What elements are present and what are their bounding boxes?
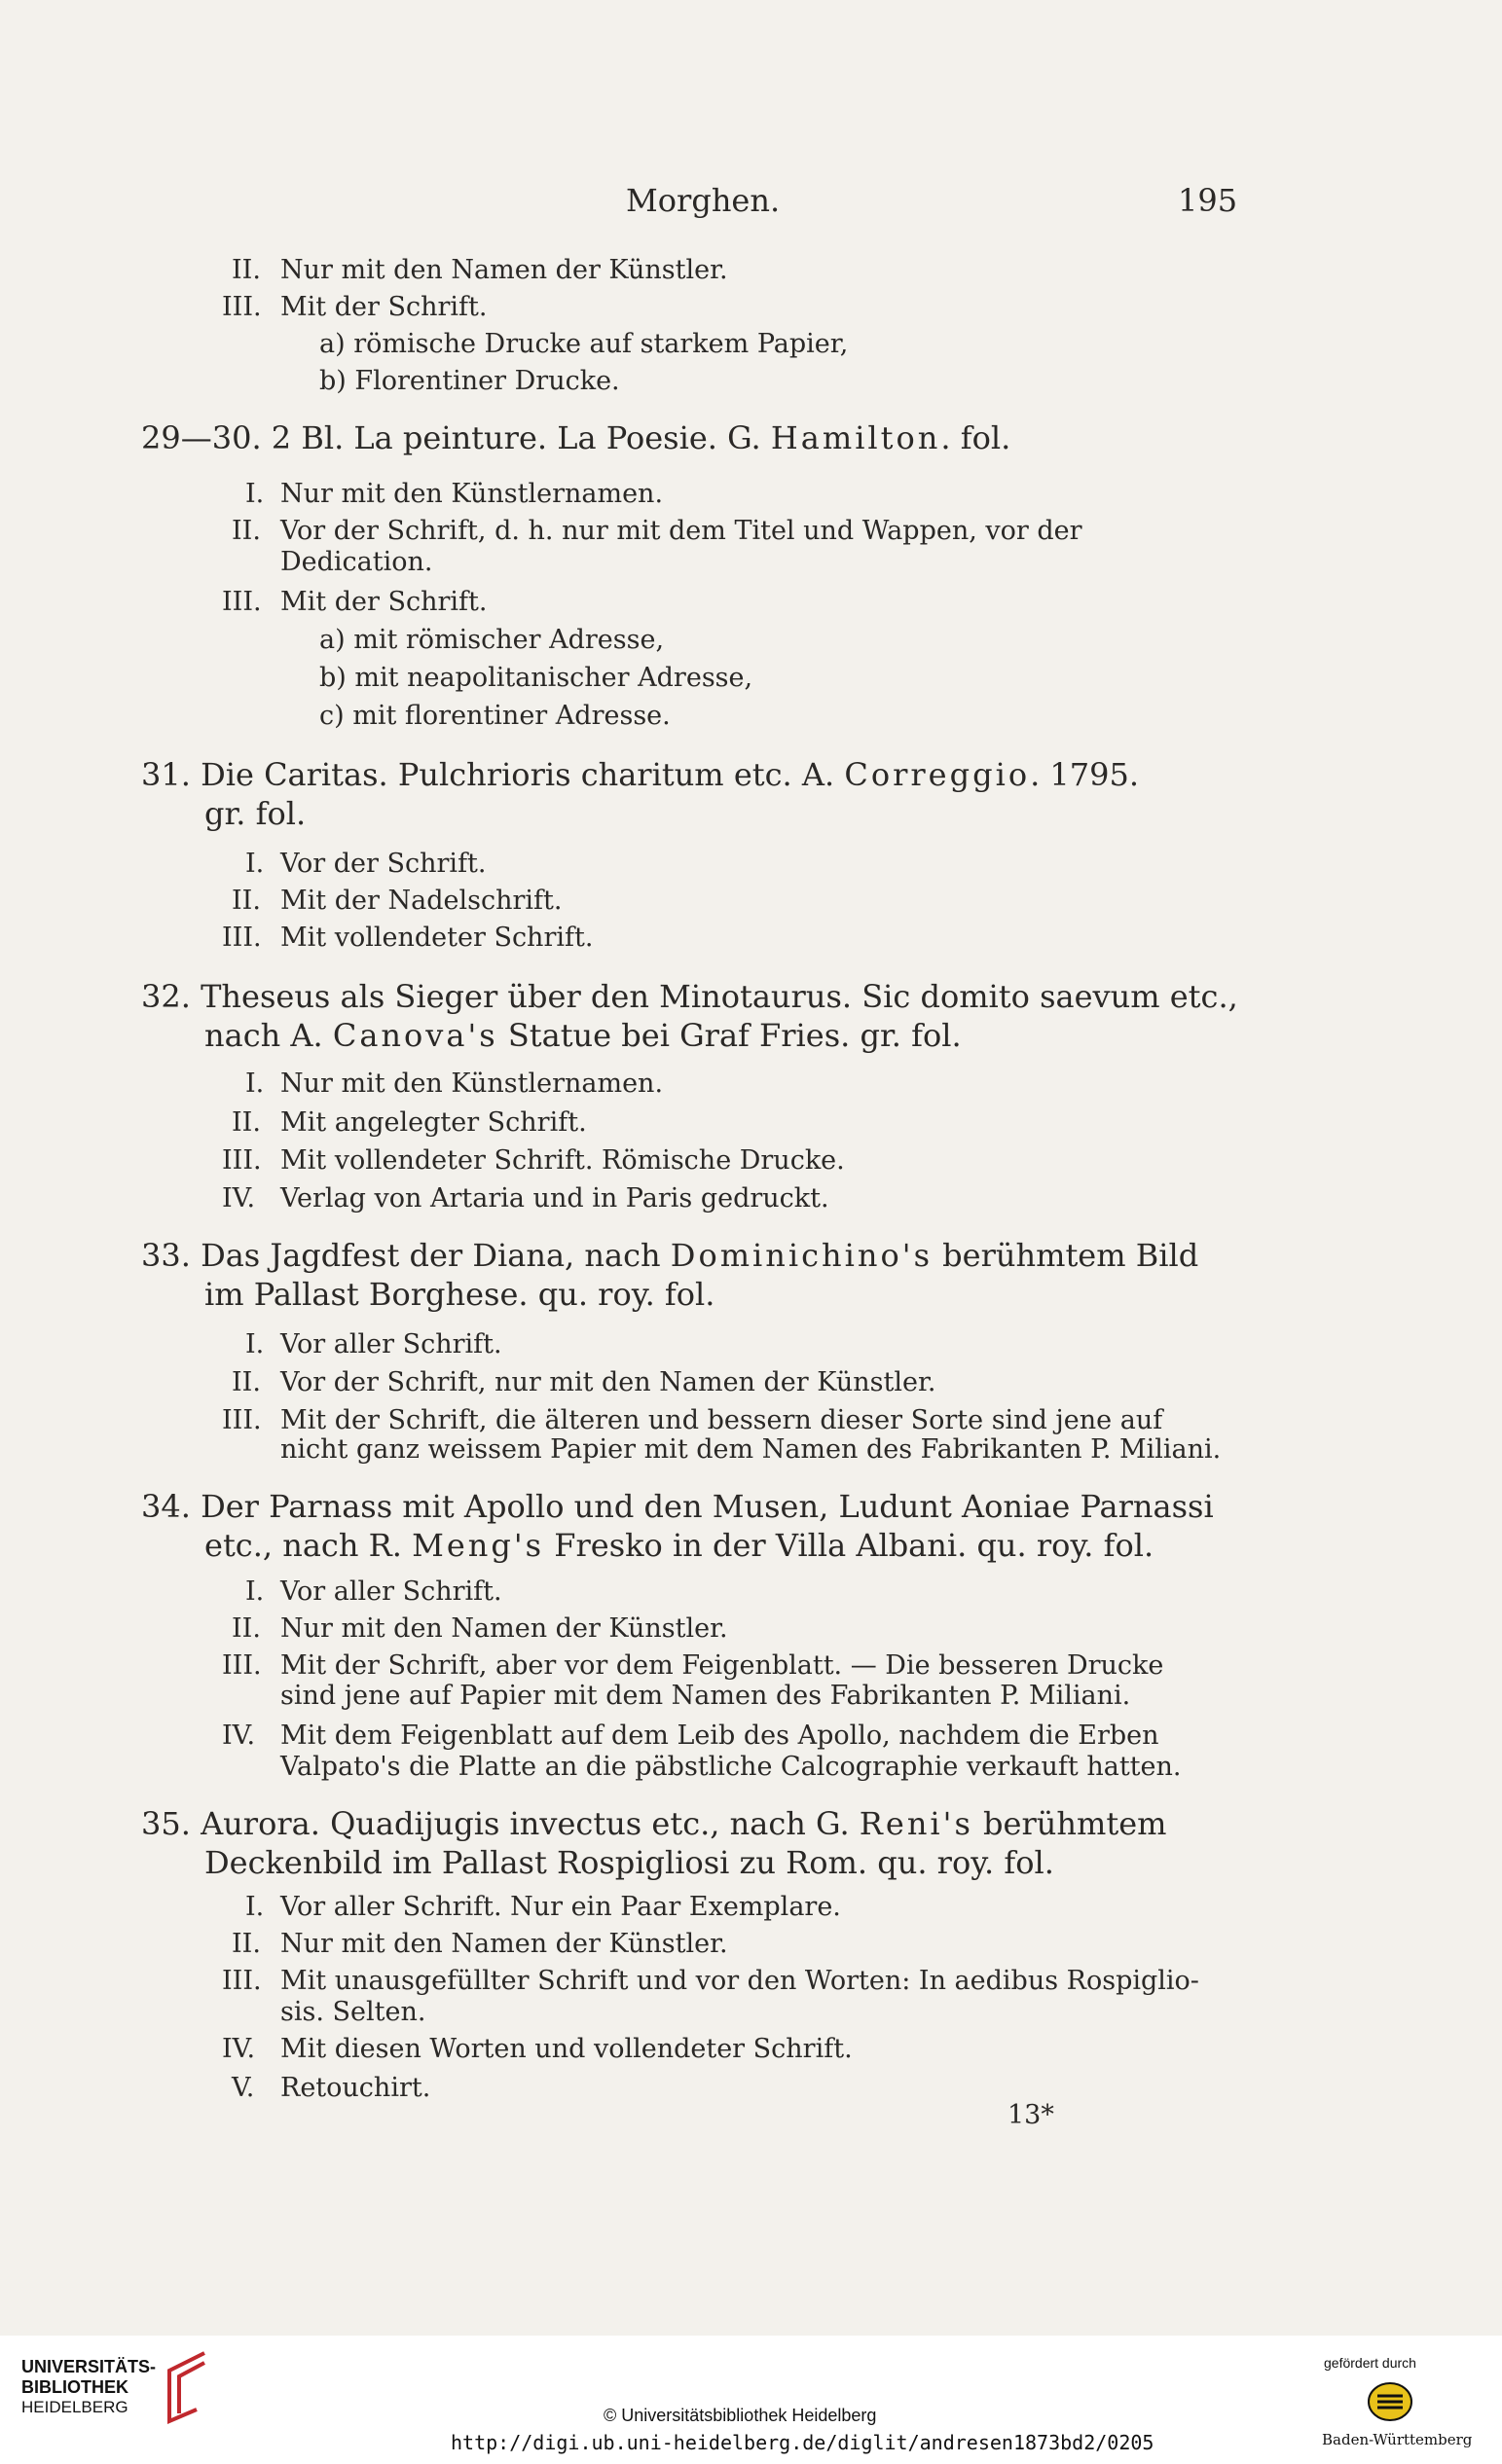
state-continuation: Dedication. xyxy=(280,547,433,577)
state-continuation: nicht ganz weissem Papier mit dem Namen des Fabrikanten P. Miliani. xyxy=(280,1434,1222,1465)
state-text: Vor aller Schrift. Nur ein Paar Exemplare. xyxy=(280,1892,841,1922)
state-text: Mit diesen Worten und vollendeter Schrift. xyxy=(280,2034,853,2064)
state-number: V. xyxy=(232,2073,255,2103)
state-text: Nur mit den Namen der Künstler. xyxy=(280,1929,728,1959)
state-text: Verlag von Artaria und in Paris gedruckt. xyxy=(280,1183,829,1214)
state-text: Nur mit den Namen der Künstler. xyxy=(280,255,728,285)
state-number: II. xyxy=(232,1929,261,1959)
entry-heading-continuation: etc., nach R. Meng's Fresko in der Villa Albani. qu. roy. fol. xyxy=(204,1527,1154,1564)
state-text: Mit der Schrift, die älteren und bessern dieser Sorte sind jene auf xyxy=(280,1405,1163,1435)
state-continuation: sind jene auf Papier mit dem Namen des Fabrikanten P. Miliani. xyxy=(280,1681,1131,1711)
state-text: Vor der Schrift, nur mit den Namen der Künstler. xyxy=(280,1367,936,1397)
state-text: Mit dem Feigenblatt auf dem Leib des Apollo, nachdem die Erben xyxy=(280,1721,1159,1751)
state-text: Retouchirt. xyxy=(280,2073,431,2103)
copyright-text: © Universitätsbibliothek Heidelberg xyxy=(604,2406,877,2425)
state-name: Baden-Württemberg xyxy=(1322,2431,1473,2448)
state-number: II. xyxy=(232,255,261,285)
state-text: Mit angelegter Schrift. xyxy=(280,1107,587,1138)
state-number: I. xyxy=(245,849,265,879)
state-number: III. xyxy=(222,1966,262,1996)
entry-heading-continuation: nach A. Canova's Statue bei Graf Fries. gr. fol. xyxy=(204,1017,962,1054)
state-number: IV. xyxy=(222,1183,256,1214)
state-text: Nur mit den Künstlernamen. xyxy=(280,479,664,509)
library-name-line2: BIBLIOTHEK xyxy=(21,2377,128,2397)
state-continuation: Valpato's die Platte an die päbstliche Calcographie verkauft hatten. xyxy=(280,1752,1182,1782)
state-subline: c) mit florentiner Adresse. xyxy=(319,701,671,731)
entry-heading-continuation: gr. fol. xyxy=(204,795,307,832)
state-subline: b) mit neapolitanischer Adresse, xyxy=(319,663,753,693)
entry-heading: 32. Theseus als Sieger über den Minotaurus. Sic domito saevum etc., xyxy=(141,978,1238,1015)
state-subline: b) Florentiner Drucke. xyxy=(319,366,620,396)
state-number: I. xyxy=(245,1892,265,1922)
state-text: Mit der Schrift. xyxy=(280,292,488,322)
entry-heading: 35. Aurora. Quadijugis invectus etc., nach G. Reni's berühmtem xyxy=(141,1805,1167,1842)
state-text: Mit der Nadelschrift. xyxy=(280,886,563,916)
state-number: III. xyxy=(222,292,262,322)
state-text: Vor aller Schrift. xyxy=(280,1329,502,1359)
state-text: Nur mit den Namen der Künstler. xyxy=(280,1613,728,1644)
state-number: III. xyxy=(222,587,262,617)
state-text: Mit unausgefüllter Schrift und vor den Worten: In aedibus Rospiglio- xyxy=(280,1966,1199,1996)
state-number: IV. xyxy=(222,1721,256,1751)
state-subline: a) mit römischer Adresse, xyxy=(319,625,665,655)
state-text: Mit der Schrift, aber vor dem Feigenblatt. — Die besseren Drucke xyxy=(280,1650,1164,1681)
sheet-signature: 13* xyxy=(1007,2100,1054,2130)
state-number: III. xyxy=(222,1405,262,1435)
entry-heading: 31. Die Caritas. Pulchrioris charitum etc. A. Correggio. 1795. xyxy=(141,756,1140,793)
state-continuation: sis. Selten. xyxy=(280,1997,426,2027)
state-text: Nur mit den Künstlernamen. xyxy=(280,1069,664,1099)
state-number: III. xyxy=(222,1650,262,1681)
state-number: II. xyxy=(232,1107,261,1138)
library-name-line3: HEIDELBERG xyxy=(21,2398,128,2416)
entry-heading: 29—30. 2 Bl. La peinture. La Poesie. G. Hamilton. fol. xyxy=(141,419,1011,456)
state-number: III. xyxy=(222,1145,262,1176)
state-text: Mit der Schrift. xyxy=(280,587,488,617)
entry-heading-continuation: im Pallast Borghese. qu. roy. fol. xyxy=(204,1276,715,1313)
state-number: I. xyxy=(245,1329,265,1359)
library-logo-icon xyxy=(156,2349,210,2427)
state-text: Mit vollendeter Schrift. xyxy=(280,923,594,953)
permalink-url[interactable]: http://digi.ub.uni-heidelberg.de/diglit/andresen1873bd2/0205 xyxy=(451,2431,1154,2454)
state-number: II. xyxy=(232,1613,261,1644)
state-text: Vor der Schrift. xyxy=(280,849,487,879)
state-number: II. xyxy=(232,886,261,916)
state-coat-of-arms-icon xyxy=(1366,2380,1414,2423)
library-name-line1: UNIVERSITÄTS- xyxy=(21,2357,157,2376)
entry-heading-continuation: Deckenbild im Pallast Rospigliosi zu Rom. qu. roy. fol. xyxy=(204,1844,1054,1881)
state-number: II. xyxy=(232,1367,261,1397)
state-text: Vor der Schrift, d. h. nur mit dem Titel und Wappen, vor der xyxy=(280,516,1082,546)
state-number: IV. xyxy=(222,2034,256,2064)
state-number: II. xyxy=(232,516,261,546)
running-head-title: Morghen. xyxy=(626,182,781,219)
state-number: I. xyxy=(245,479,265,509)
page-number: 195 xyxy=(1178,182,1238,219)
state-number: I. xyxy=(245,1576,265,1607)
state-number: III. xyxy=(222,923,262,953)
state-text: Vor aller Schrift. xyxy=(280,1576,502,1607)
entry-heading: 34. Der Parnass mit Apollo und den Musen, Ludunt Aoniae Parnassi xyxy=(141,1488,1214,1525)
entry-heading: 33. Das Jagdfest der Diana, nach Dominichino's berühmtem Bild xyxy=(141,1237,1199,1274)
state-text: Mit vollendeter Schrift. Römische Drucke. xyxy=(280,1145,845,1176)
footer xyxy=(0,2336,1502,2464)
funding-text: gefördert durch xyxy=(1324,2355,1416,2371)
state-number: I. xyxy=(245,1069,265,1099)
state-subline: a) römische Drucke auf starkem Papier, xyxy=(319,329,849,359)
